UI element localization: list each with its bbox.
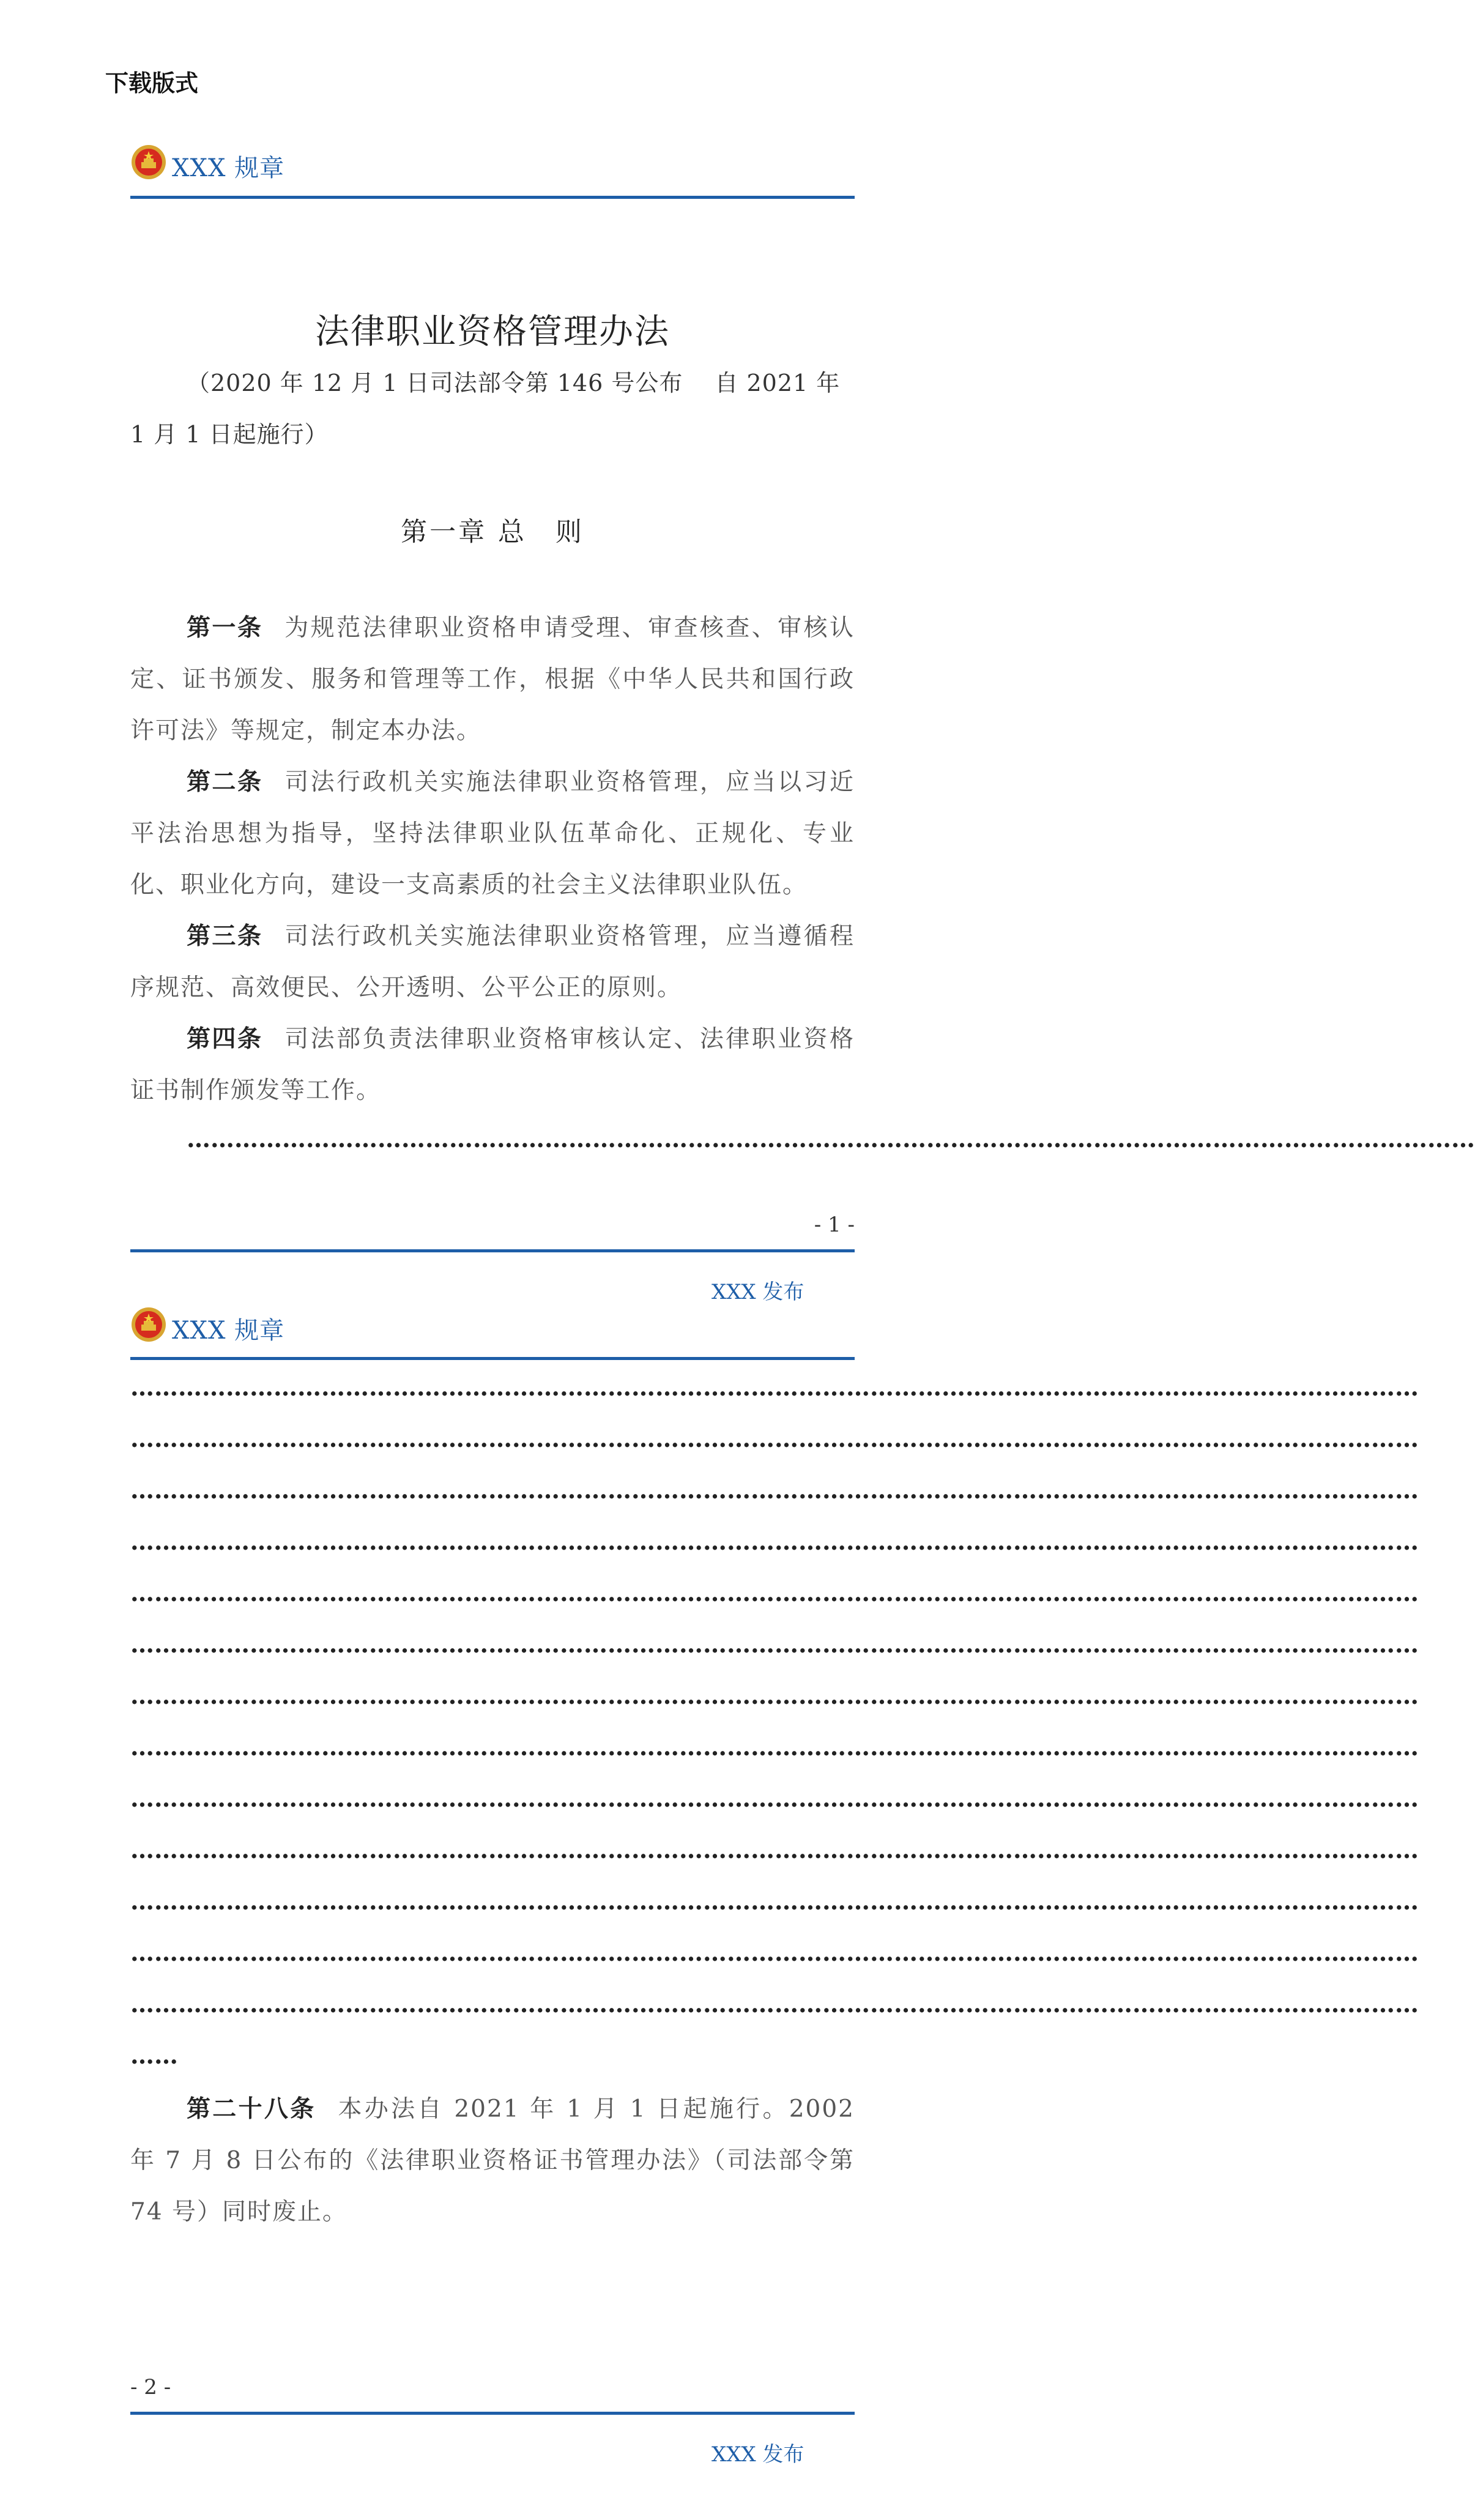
footer-rule (130, 1249, 855, 1252)
page-2-number: - 2 - (130, 2375, 171, 2399)
chapter-heading: 第一章 总 则 (401, 517, 584, 548)
article-1 (130, 603, 855, 757)
national-emblem-icon (130, 144, 167, 180)
article-text: 司法部负责法律职业资格审核认定、法律职业资格证书制作颁发等工作。 (130, 1025, 855, 1104)
ellipsis-row-short: …… (130, 2042, 178, 2070)
ellipsis-row: ……………………………………………………………………………………………………………………………………………… (130, 1939, 1419, 1967)
article-label: 第三条 (187, 923, 263, 950)
ellipsis-row: ……………………………………………………………………………………………………………………………………………… (130, 1476, 1419, 1504)
ellipsis-row: ……………………………………………………………………………………………………………………………………………… (130, 1682, 1419, 1710)
national-emblem-icon (130, 1306, 167, 1343)
page-1-number: - 1 - (814, 1213, 855, 1237)
article-3 (130, 911, 855, 1014)
page-1-header (130, 144, 855, 180)
article-text: 本办法自 2021 年 1 月 1 日起施行。2002 年 7 月 8 日公布的《法律职业资格证书管理办法》（司法部令第 74 号）同时废止。 (130, 2095, 855, 2226)
article-2 (130, 757, 855, 911)
article-label: 第二条 (187, 768, 263, 796)
article-label: 第四条 (187, 1025, 263, 1053)
article-28 (130, 2084, 855, 2238)
footer-publisher: XXX 发布 (711, 1280, 804, 1304)
article-label: 第二十八条 (187, 2095, 316, 2123)
document-subtitle: （2020 年 12 月 1 日司法部令第 146 号公布 自 2021 年 1 月 1 日起施行） (130, 370, 841, 448)
article-4 (130, 1014, 855, 1117)
article-label: 第一条 (187, 614, 263, 642)
ellipsis-row: ……………………………………………………………………………………………………………………………………………… (130, 1733, 1419, 1761)
ellipsis-row: ……………………………………………………………………………………………………………………………………………… (130, 1425, 1419, 1453)
download-format-label[interactable]: 下载版式 (105, 69, 199, 97)
ellipsis-row: ……………………………………………………………………………………………………………………………………………… (130, 1785, 1419, 1813)
article-text: 为规范法律职业资格申请受理、审查核查、审核认定、证书颁发、服务和管理等工作，根据《中华人民共和国行政许可法》等规定，制定本办法。 (130, 614, 855, 745)
page-2-body (130, 2084, 855, 2238)
ellipsis-row: ……………………………………………………………………………………………………………………………………………… (187, 1125, 1475, 1153)
ellipsis-row: ……………………………………………………………………………………………………………………………………………… (130, 1836, 1419, 1864)
document-title: 法律职业资格管理办法 (315, 312, 670, 352)
page-2-header (130, 1306, 855, 1343)
ellipsis-row: ……………………………………………………………………………………………………………………………………………… (130, 1887, 1419, 1916)
article-text: 司法行政机关实施法律职业资格管理，应当遵循程序规范、高效便民、公开透明、公平公正的原则。 (130, 923, 855, 1002)
ellipsis-row: ……………………………………………………………………………………………………………………………………………… (130, 1373, 1419, 1402)
footer-publisher: XXX 发布 (711, 2442, 804, 2467)
ellipsis-row: ……………………………………………………………………………………………………………………………………………… (130, 1579, 1419, 1607)
footer-rule (130, 2412, 855, 2415)
page-1-body (130, 603, 855, 1117)
article-text: 司法行政机关实施法律职业资格管理，应当以习近平法治思想为指导，坚持法律职业队伍革命化、正规化、专业化、职业化方向，建设一支高素质的社会主义法律职业队伍。 (130, 768, 855, 899)
header-rule (130, 196, 855, 199)
header-org-name: XXX 规章 (172, 1317, 285, 1345)
header-org-name: XXX 规章 (172, 154, 285, 182)
ellipsis-row: ……………………………………………………………………………………………………………………………………………… (130, 1528, 1419, 1556)
ellipsis-row: ……………………………………………………………………………………………………………………………………………… (130, 1630, 1419, 1659)
header-rule (130, 1357, 855, 1360)
ellipsis-row: ……………………………………………………………………………………………………………………………………………… (130, 1990, 1419, 2018)
